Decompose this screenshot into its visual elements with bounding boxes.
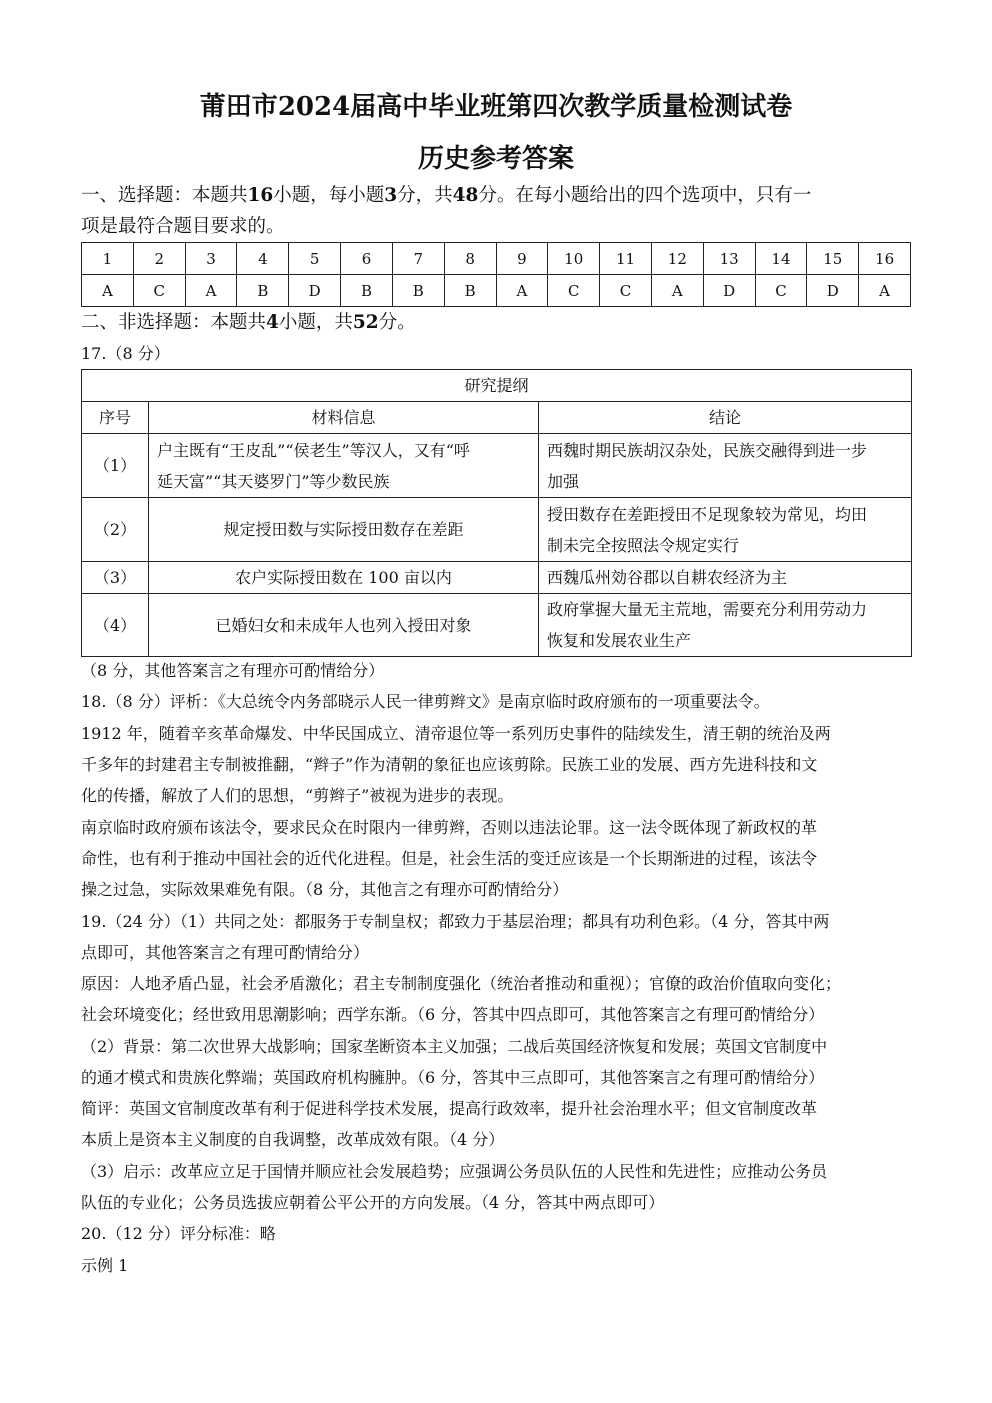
answer-text-line: 社会环境变化；经世致用思潮影响；西学东渐。（6 分，答其中四点即可，其他答案言之有理可酌情给分） [81, 1005, 825, 1024]
answer-text-line: 原因：人地矛盾凸显，社会矛盾激化；君主专制制度强化（统治者推动和重视）；官僚的政治价值取向变化； [81, 974, 842, 993]
question-number: 7 [392, 243, 444, 275]
outline-row [82, 562, 912, 594]
answer-text-line: 示例 1 [81, 1256, 129, 1275]
outline-title: 研究提纲 [82, 370, 912, 402]
answer-text-line: 1912 年，随着辛亥革命爆发、中华民国成立、清帝退位等一系列历史事件的陆续发生，清王朝的统治及两 [81, 724, 831, 743]
title-suffix: 届高中毕业班第四次教学质量检测试卷 [350, 92, 793, 122]
question-number: 5 [289, 243, 341, 275]
answer-letter: C [755, 275, 807, 307]
question-number: 16 [859, 243, 911, 275]
row-number: （3） [82, 562, 149, 594]
question-number: 9 [496, 243, 548, 275]
answer-text-line: 南京临时政府颁布该法令，要求民众在时限内一律剪辫，否则以违法论罪。这一法令既体现了新政权的革 [81, 818, 818, 837]
col-header-material: 材料信息 [149, 402, 539, 434]
answer-text-line: （2）背景：第二次世界大战影响；国家垄断资本主义加强；二战后英国经济恢复和发展；英国文官制度中 [81, 1037, 828, 1056]
question-number: 4 [237, 243, 289, 275]
answer-letter: C [600, 275, 652, 307]
title-prefix: 莆田市 [199, 92, 278, 122]
question-number-row [82, 243, 911, 275]
conclusion: 授田数存在差距授田不足现象较为常见，均田 制未完全按照法令规定实行 [539, 498, 912, 562]
answer-letter: A [82, 275, 134, 307]
section2-heading: 二、非选择题：本题共4小题，共52分。 [81, 312, 416, 333]
question-number: 12 [651, 243, 703, 275]
conclusion: 西魏瓜州効谷郡以自耕农经济为主 [539, 562, 912, 594]
answer-letter: B [237, 275, 289, 307]
question-number: 14 [755, 243, 807, 275]
answer-text-line: 简评：英国文官制度改革有利于促进科学技术发展，提高行政效率，提升社会治理水平；但文官制度改革 [81, 1099, 818, 1118]
question-number: 8 [444, 243, 496, 275]
row-number: （2） [82, 498, 149, 562]
answer-letter: D [289, 275, 341, 307]
answer-letter: B [444, 275, 496, 307]
answer-text-line: 19.（24 分）（1）共同之处：都服务于专制皇权；都致力于基层治理；都具有功利色彩。（4 分，答其中两 [81, 912, 830, 931]
answer-letter: B [392, 275, 444, 307]
question-number: 10 [548, 243, 600, 275]
row-number: （1） [82, 434, 149, 498]
answer-text-line: 18.（8 分）评析：《大总统令内务部晓示人民一律剪辫文》是南京临时政府颁布的一项重要法令。 [81, 692, 770, 711]
answer-letter: D [703, 275, 755, 307]
answer-letter: A [496, 275, 548, 307]
answer-text-line: 操之过急，实际效果难免有限。（8 分，其他言之有理亦可酌情给分） [81, 880, 569, 899]
answer-text-line: 化的传播，解放了人们的思想，“剪辫子”被视为进步的表现。 [81, 786, 514, 805]
row-number: （4） [82, 594, 149, 657]
conclusion: 政府掌握大量无主荒地，需要充分利用劳动力 恢复和发展农业生产 [539, 594, 912, 657]
question-number: 3 [185, 243, 237, 275]
answer-letter: A [859, 275, 911, 307]
answer-text-line: 千多年的封建君主专制被推翻，“辫子”作为清朝的象征也应该剪除。民族工业的发展、西方先进科技和文 [81, 755, 818, 774]
outline-header-row [82, 402, 912, 434]
outline-row [82, 434, 912, 498]
answer-text-line: （3）启示：改革应立足于国情并顺应社会发展趋势；应强调公务员队伍的人民性和先进性；应推动公务员 [81, 1162, 828, 1181]
answer-text-line: 的通才模式和贵族化弊端；英国政府机构臃肿。（6 分，答其中三点即可，其他答案言之有理可酌情给分） [81, 1068, 825, 1087]
question-number: 2 [133, 243, 185, 275]
outline-row [82, 594, 912, 657]
answer-letter: C [548, 275, 600, 307]
question-number: 13 [703, 243, 755, 275]
outline-title-row [82, 370, 912, 402]
col-header-number: 序号 [82, 402, 149, 434]
multiple-choice-answer-table [81, 242, 911, 307]
question-number: 15 [807, 243, 859, 275]
answer-letter: D [807, 275, 859, 307]
answer-letter-row [82, 275, 911, 307]
question-number: 6 [341, 243, 393, 275]
section1-heading: 一、选择题：本题共16小题，每小题3分，共48分。在每小题给出的四个选项中，只有一 [81, 185, 812, 206]
material-info: 规定授田数与实际授田数存在差距 [149, 498, 539, 562]
subject-subtitle: 历史参考答案 [417, 144, 574, 174]
answer-letter: C [133, 275, 185, 307]
answer-letter: A [651, 275, 703, 307]
question-number: 11 [600, 243, 652, 275]
material-info: 已婚妇女和未成年人也列入授田对象 [149, 594, 539, 657]
material-info: 户主既有“王皮乱”“侯老生”等汉人，又有“呼 延天富”“其天婆罗门”等少数民族 [149, 434, 539, 498]
section1-heading-line2: 项是最符合题目要求的。 [81, 216, 285, 237]
exam-title [0, 86, 992, 123]
answer-text-line: 命性，也有利于推动中国社会的近代化进程。但是，社会生活的变迁应该是一个长期渐进的过程，该法令 [81, 849, 818, 868]
q17-research-outline-table [81, 369, 912, 657]
answer-text-line: 点即可，其他答案言之有理可酌情给分） [81, 943, 370, 962]
answer-letter: B [341, 275, 393, 307]
title-year: 2024 [277, 92, 351, 122]
q17-scoring-note: （8 分，其他答案言之有理亦可酌情给分） [81, 661, 385, 680]
answer-letter: A [185, 275, 237, 307]
answer-text-line: 队伍的专业化；公务员选拔应朝着公平公开的方向发展。（4 分，答其中两点即可） [81, 1193, 665, 1212]
answer-text-line: 本质上是资本主义制度的自我调整，改革成效有限。（4 分） [81, 1130, 505, 1149]
question-number: 1 [82, 243, 134, 275]
col-header-conclusion: 结论 [539, 402, 912, 434]
q17-label: 17.（8 分） [81, 344, 170, 363]
outline-row [82, 498, 912, 562]
answer-text-line: 20.（12 分）评分标准：略 [81, 1224, 276, 1243]
conclusion: 西魏时期民族胡汉杂处，民族交融得到进一步 加强 [539, 434, 912, 498]
material-info: 农户实际授田数在 100 亩以内 [149, 562, 539, 594]
